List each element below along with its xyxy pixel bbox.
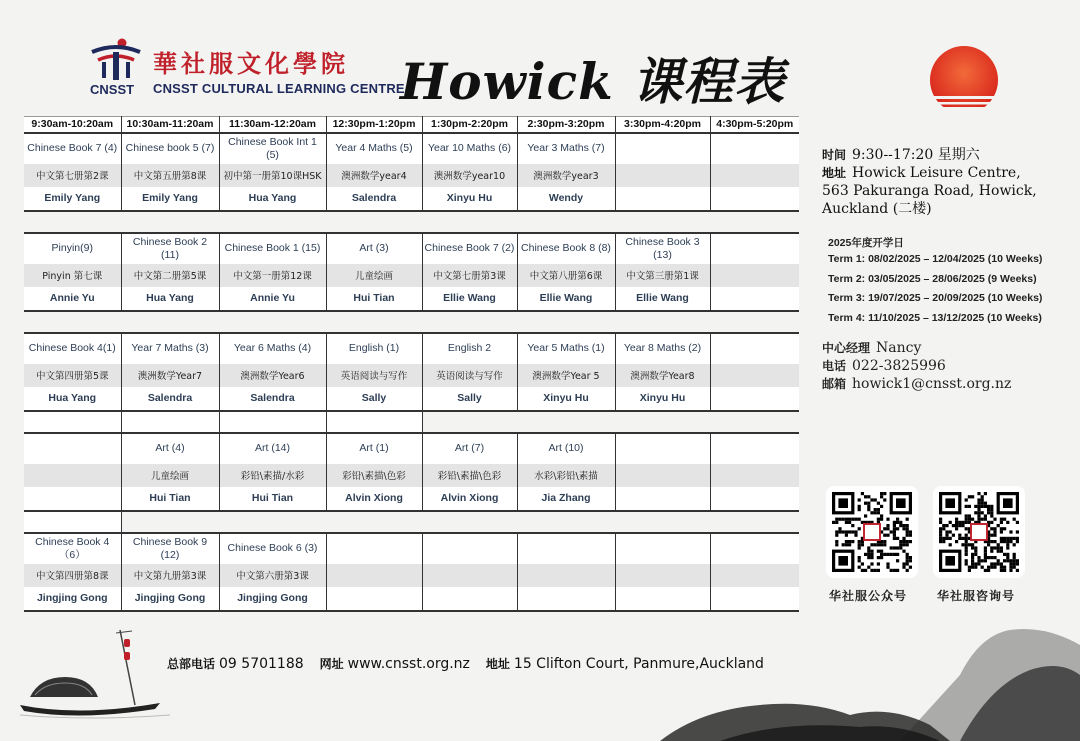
teacher-cell: Xinyu Hu [517,387,615,411]
opening-hours [822,146,1072,164]
time-slot-header: 12:30pm-1:20pm [326,117,422,133]
timetable-row [24,333,799,364]
teacher-cell: Hua Yang [219,187,326,211]
phone-line [822,357,1011,375]
course-cell [517,533,615,564]
spacer-cell [615,311,710,333]
spacer-cell [422,311,517,333]
ink-mountains-icon [660,615,1080,741]
spacer-cell [710,211,799,233]
page-title: Howick 课程表 [400,52,786,111]
time-slot-header: 4:30pm-5:20pm [710,117,799,133]
teacher-cell: Jingjing Gong [24,587,121,611]
spacer-cell [710,511,799,533]
lesson-topic-cell: 澳洲数学Year7 [121,364,219,387]
course-cell: Chinese Book 4(1) [24,333,121,364]
spacer-cell [219,511,326,533]
time-slot-header: 9:30am-10:20am [24,117,121,133]
teacher-cell: Jingjing Gong [219,587,326,611]
teacher-cell: Xinyu Hu [615,387,710,411]
course-cell [326,533,422,564]
teacher-cell: Salendra [121,387,219,411]
spacer-cell [615,511,710,533]
timetable-row [24,187,799,211]
lesson-topic-cell: 中文第二册第5课 [121,264,219,287]
timetable-row [24,287,799,311]
lesson-topic-cell [422,564,517,587]
course-cell: Chinese Book 1 (15) [219,233,326,264]
address-line [822,164,1072,182]
course-cell: Art (4) [121,433,219,464]
email-line [822,375,1011,393]
lesson-topic-cell [710,264,799,287]
lesson-topic-cell: 中文第七册第3课 [422,264,517,287]
teacher-cell [517,587,615,611]
timetable-row [24,433,799,464]
teacher-cell: Sally [326,387,422,411]
timetable-spacer-row [24,311,799,333]
lesson-topic-cell [615,164,710,187]
teacher-cell: Alvin Xiong [326,487,422,511]
course-cell [710,433,799,464]
spacer-cell [517,511,615,533]
lesson-topic-cell: 中文第四册第5课 [24,364,121,387]
course-cell: English 2 [422,333,517,364]
course-cell [710,333,799,364]
timetable-spacer-row [24,211,799,233]
spacer-cell [121,411,219,433]
timetable-spacer-row [24,411,799,433]
teacher-cell [422,587,517,611]
lesson-topic-cell: 澳洲数学Year8 [615,364,710,387]
timetable-row [24,364,799,387]
timetable-row [24,387,799,411]
course-cell: Year 5 Maths (1) [517,333,615,364]
teacher-cell: Xinyu Hu [422,187,517,211]
timetable-row [24,264,799,287]
teacher-cell: Annie Yu [24,287,121,311]
spacer-cell [710,411,799,433]
teacher-cell: Ellie Wang [615,287,710,311]
red-sun-icon [925,44,1003,110]
footer-contact [167,655,764,672]
lesson-topic-cell: 彩铅\素描\色彩 [326,464,422,487]
info-panel [822,146,1072,218]
spacer-cell [615,211,710,233]
logo-english-name: CNSST CULTURAL LEARNING CENTRE [153,81,405,96]
manager-name: Nancy [876,340,922,356]
teacher-cell [710,587,799,611]
term-date: Term 4: 11/10/2025 – 13/12/2025 (10 Weeks) [828,311,1042,324]
lesson-topic-cell: 澳洲数学year10 [422,164,517,187]
teacher-cell: Annie Yu [219,287,326,311]
lesson-topic-cell: 中文第一册第12课 [219,264,326,287]
teacher-cell: Hui Tian [219,487,326,511]
footer-address-label: 地址 [485,657,510,671]
spacer-cell [517,211,615,233]
teacher-cell: Ellie Wang [517,287,615,311]
teacher-cell [710,287,799,311]
course-cell: Year 3 Maths (7) [517,133,615,164]
course-cell: Chinese Book 4（6） [24,533,121,564]
time-slot-header: 3:30pm-4:20pm [615,117,710,133]
timetable-row [24,464,799,487]
address-line: Auckland (二楼) [822,201,932,217]
qr-code-icon [939,492,1019,572]
timetable-row [24,487,799,511]
course-cell: Chinese book 5 (7) [121,133,219,164]
course-cell [710,533,799,564]
course-cell [24,433,121,464]
lesson-topic-cell: 中文第五册第8课 [121,164,219,187]
course-cell: Chinese Book Int 1 (5) [219,133,326,164]
lesson-topic-cell [710,364,799,387]
spacer-cell [121,311,219,333]
lesson-topic-cell: 中文第四册第8课 [24,564,121,587]
lesson-topic-cell: 彩铅\素描\色彩 [422,464,517,487]
spacer-cell [24,211,121,233]
address-label: 地址 [822,166,847,180]
spacer-cell [24,411,121,433]
term-dates-list [828,253,1042,331]
website-label: 网址 [319,657,344,671]
address-line: 563 Pakuranga Road, Howick, [822,183,1037,199]
time-slot-header: 10:30am-11:20am [121,117,219,133]
spacer-cell [710,311,799,333]
teacher-cell: Hui Tian [121,487,219,511]
lesson-topic-cell [710,464,799,487]
lesson-topic-cell: 澳洲数学Year 5 [517,364,615,387]
course-cell: Chinese Book 9 (12) [121,533,219,564]
spacer-cell [219,411,326,433]
manager-label: 中心经理 [822,341,871,355]
teacher-cell: Alvin Xiong [422,487,517,511]
email-label: 邮箱 [822,377,847,391]
term-date: Term 3: 19/07/2025 – 20/09/2025 (10 Weeks) [828,292,1043,304]
contact-info [822,339,1011,393]
course-cell: Art (14) [219,433,326,464]
timetable-spacer-row [24,511,799,533]
teacher-cell [615,587,710,611]
course-cell [615,533,710,564]
lesson-topic-cell [24,464,121,487]
course-cell: Year 4 Maths (5) [326,133,422,164]
spacer-cell [326,511,422,533]
course-cell: Year 7 Maths (3) [121,333,219,364]
teacher-cell [710,487,799,511]
teacher-cell: Ellie Wang [422,287,517,311]
spacer-cell [422,511,517,533]
teacher-cell: Emily Yang [24,187,121,211]
lesson-topic-cell [615,464,710,487]
email-address[interactable]: howick1@cnsst.org.nz [852,376,1012,392]
teacher-cell: Hui Tian [326,287,422,311]
time-slot-header-row [24,117,799,133]
lesson-topic-cell: 儿童绘画 [326,264,422,287]
spacer-cell [326,411,422,433]
lesson-topic-cell: 澳洲数学year4 [326,164,422,187]
spacer-cell [422,411,517,433]
teacher-cell [615,487,710,511]
course-cell: Chinese Book 6 (3) [219,533,326,564]
lesson-topic-cell [615,564,710,587]
teacher-cell: Wendy [517,187,615,211]
teacher-cell [710,387,799,411]
lesson-topic-cell: 儿童绘画 [121,464,219,487]
teacher-cell: Jia Zhang [517,487,615,511]
course-cell [615,433,710,464]
spacer-cell [326,311,422,333]
website-link[interactable]: www.cnsst.org.nz [347,656,470,672]
spacer-cell [121,511,219,533]
teacher-cell: Hua Yang [121,287,219,311]
qr-code-inquiry[interactable] [933,486,1025,578]
qr-label-public-account: 华社服公众号 [829,589,908,603]
qr-label-inquiry: 华社服咨询号 [937,589,1016,603]
course-cell: Pinyin(9) [24,233,121,264]
logo-abbreviation: CNSST [90,82,135,97]
spacer-cell [219,311,326,333]
timetable-row [24,164,799,187]
lesson-topic-cell: 彩铅\素描/水彩 [219,464,326,487]
course-cell [710,133,799,164]
course-timetable [24,116,799,612]
hotline-label: 总部电话 [167,657,216,671]
course-cell: Chinese Book 3 (13) [615,233,710,264]
course-cell: Year 6 Maths (4) [219,333,326,364]
lesson-topic-cell [517,564,615,587]
course-cell [422,533,517,564]
lesson-topic-cell: 澳洲数学Year6 [219,364,326,387]
time-label: 时间 [822,148,847,162]
teacher-cell: Sally [422,387,517,411]
teacher-cell: Hua Yang [24,387,121,411]
lesson-topic-cell [710,564,799,587]
teacher-cell: Salendra [219,387,326,411]
footer-address-value: 15 Clifton Court, Panmure,Auckland [513,656,764,672]
teacher-cell: Emily Yang [121,187,219,211]
term-date: Term 1: 08/02/2025 – 12/04/2025 (10 Weeks) [828,253,1043,265]
course-cell: Year 8 Maths (2) [615,333,710,364]
term-date: Term 2: 03/05/2025 – 28/06/2025 (9 Weeks) [828,272,1037,285]
lesson-topic-cell [326,564,422,587]
address-value: Howick Leisure Centre, [852,165,1021,181]
lesson-topic-cell: 中文第八册第6课 [517,264,615,287]
teacher-cell [326,587,422,611]
timetable-row [24,587,799,611]
phone-number: 022-3825996 [852,358,946,374]
lesson-topic-cell: 英语阅读与写作 [326,364,422,387]
lesson-topic-cell: 中文第七册第2课 [24,164,121,187]
time-slot-header: 2:30pm-3:20pm [517,117,615,133]
course-cell: Chinese Book 2 (11) [121,233,219,264]
spacer-cell [517,411,615,433]
spacer-cell [219,211,326,233]
spacer-cell [24,311,121,333]
lesson-topic-cell: 中文第三册第1课 [615,264,710,287]
teacher-cell [710,187,799,211]
boat-lantern-icon [20,625,170,725]
teacher-cell: Jingjing Gong [121,587,219,611]
teacher-cell [24,487,121,511]
time-value: 9:30--17:20 星期六 [852,147,980,163]
lesson-topic-cell: 初中第一册第10课HSK [219,164,326,187]
teacher-cell: Salendra [326,187,422,211]
teacher-cell [615,187,710,211]
term-dates-title: 2025年度开学日 [828,237,904,249]
lesson-topic-cell: 中文第六册第3课 [219,564,326,587]
spacer-cell [24,511,121,533]
time-slot-header: 11:30am-12:20am [219,117,326,133]
course-cell: Chinese Book 7 (4) [24,133,121,164]
spacer-cell [422,211,517,233]
timetable-row [24,233,799,264]
lesson-topic-cell: 澳洲数学year3 [517,164,615,187]
spacer-cell [615,411,710,433]
lesson-topic-cell [710,164,799,187]
lesson-topic-cell: 水彩\彩铅\素描 [517,464,615,487]
course-cell: Art (1) [326,433,422,464]
manager-line [822,339,1011,357]
lesson-topic-cell: Pinyin 第七课 [24,264,121,287]
lesson-topic-cell: 英语阅读与写作 [422,364,517,387]
spacer-cell [121,211,219,233]
lesson-topic-cell: 中文第九册第3课 [121,564,219,587]
course-cell: Art (3) [326,233,422,264]
course-cell: Chinese Book 7 (2) [422,233,517,264]
course-cell: Art (7) [422,433,517,464]
course-cell: Year 10 Maths (6) [422,133,517,164]
timetable-row [24,133,799,164]
phone-label: 电话 [822,359,847,373]
course-cell [615,133,710,164]
course-cell [710,233,799,264]
qr-code-icon [832,492,912,572]
qr-code-public-account[interactable] [826,486,918,578]
spacer-cell [326,211,422,233]
logo-chinese-name: 華社服文化學院 [153,49,349,78]
timetable-row [24,533,799,564]
course-cell: Chinese Book 8 (8) [517,233,615,264]
hotline-value: 09 5701188 [219,656,304,672]
course-cell: English (1) [326,333,422,364]
spacer-cell [517,311,615,333]
time-slot-header: 1:30pm-2:20pm [422,117,517,133]
timetable-row [24,564,799,587]
course-cell: Art (10) [517,433,615,464]
